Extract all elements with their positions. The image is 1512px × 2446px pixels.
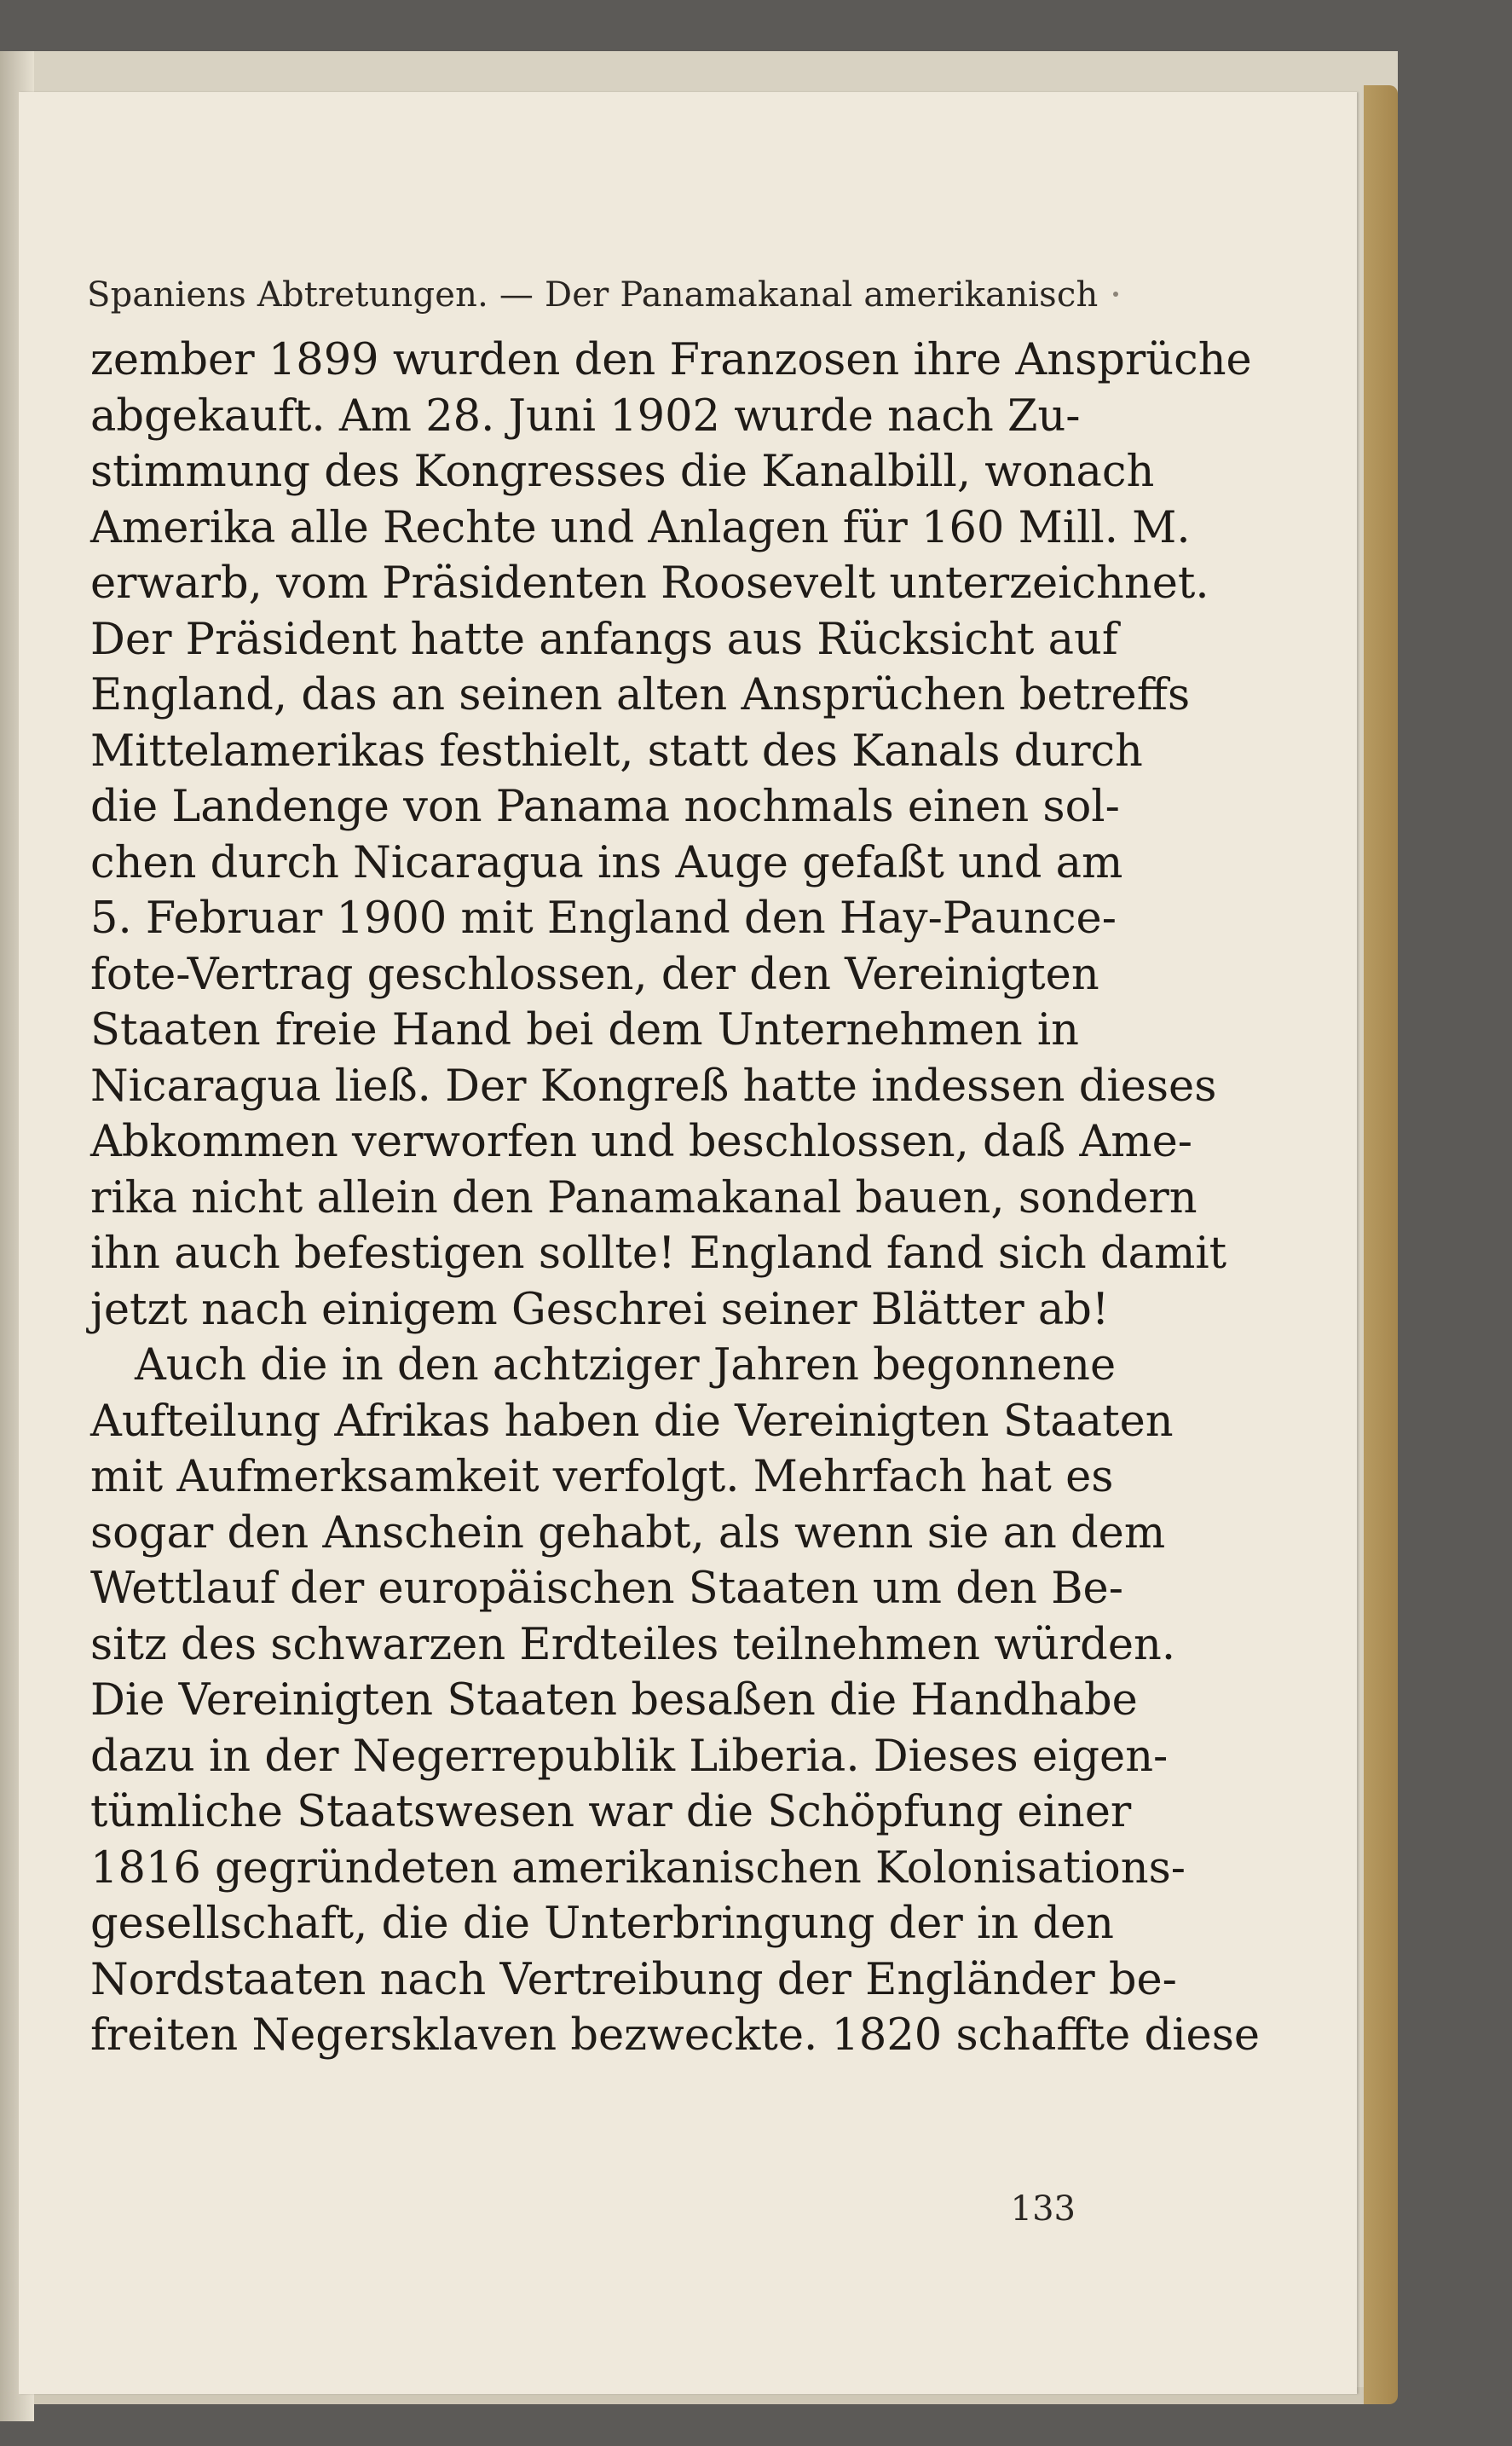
text-line: Auch die in den achtziger Jahren begonnene: [135, 1340, 1117, 1391]
text-line: ihn auch befestigen sollte! England fand sich damit: [90, 1229, 1227, 1279]
text-line: Nicaragua ließ. Der Kongreß hatte indessen dieses: [90, 1061, 1217, 1112]
text-line: die Landenge von Panama nochmals einen sol-: [90, 782, 1120, 832]
text-line: Amerika alle Rechte und Anlagen für 160 Mill. M.: [90, 502, 1191, 553]
text-line: tümliche Staatswesen war die Schöpfung einer: [90, 1787, 1132, 1837]
text-line: dazu in der Negerrepublik Liberia. Dieses eigen-: [90, 1731, 1169, 1782]
text-line: Mittelamerikas festhielt, statt des Kanals durch: [90, 726, 1143, 777]
text-line: 5. Februar 1900 mit England den Hay-Paunce-: [90, 893, 1117, 944]
body-text: [90, 332, 1261, 2064]
text-line: Aufteilung Afrikas haben die Vereinigten Staaten: [90, 1396, 1174, 1447]
text-line: Abkommen verworfen und beschlossen, daß Ame-: [90, 1117, 1192, 1167]
text-line: gesellschaft, die die Unterbringung der in den: [90, 1899, 1115, 1949]
text-line: jetzt nach einigem Geschrei seiner Blätter ab!: [90, 1284, 1110, 1335]
text-line: sitz des schwarzen Erdteiles teilnehmen würden.: [90, 1619, 1176, 1670]
text-line: abgekauft. Am 28. Juni 1902 wurde nach Zu-: [90, 390, 1081, 442]
text-line: freiten Negersklaven bezweckte. 1820 schaffte diese: [90, 2010, 1261, 2061]
running-head: Spaniens Abtretungen. — Der Panamakanal amerikanisch: [87, 275, 1099, 315]
text-line: Die Vereinigten Staaten besaßen die Handhabe: [90, 1675, 1138, 1726]
page-number: 133: [1010, 2189, 1076, 2229]
text-line: stimmung des Kongresses die Kanalbill, wonach: [90, 447, 1155, 497]
page-stack-edge: [1364, 85, 1398, 2404]
text-line: chen durch Nicaragua ins Auge gefaßt und am: [90, 837, 1123, 888]
text-line: England, das an seinen alten Ansprüchen betreffs: [90, 670, 1191, 720]
text-line: Staaten freie Hand bei dem Unternehmen in: [90, 1005, 1079, 1055]
text-line: Wettlauf der europäischen Staaten um den Be-: [90, 1564, 1123, 1614]
paper-speck: [1113, 292, 1118, 297]
text-line: zember 1899 wurden den Franzosen ihre Ansprüche: [90, 335, 1252, 385]
text-line: rika nicht allein den Panamakanal bauen, sondern: [90, 1172, 1197, 1223]
text-line: 1816 gegründeten amerikanischen Kolonisations-: [90, 1842, 1186, 1894]
text-line: mit Aufmerksamkeit verfolgt. Mehrfach hat es: [90, 1452, 1114, 1502]
text-line: sogar den Anschein gehabt, als wenn sie an dem: [90, 1507, 1166, 1558]
book-page: [19, 92, 1357, 2394]
text-line: erwarb, vom Präsidenten Roosevelt unterzeichnet.: [90, 558, 1209, 609]
text-line: fote-Vertrag geschlossen, der den Vereinigten: [90, 949, 1099, 1000]
text-line: Der Präsident hatte anfangs aus Rücksicht auf: [90, 614, 1118, 665]
text-line: Nordstaaten nach Vertreibung der Engländer be-: [90, 1954, 1177, 2005]
